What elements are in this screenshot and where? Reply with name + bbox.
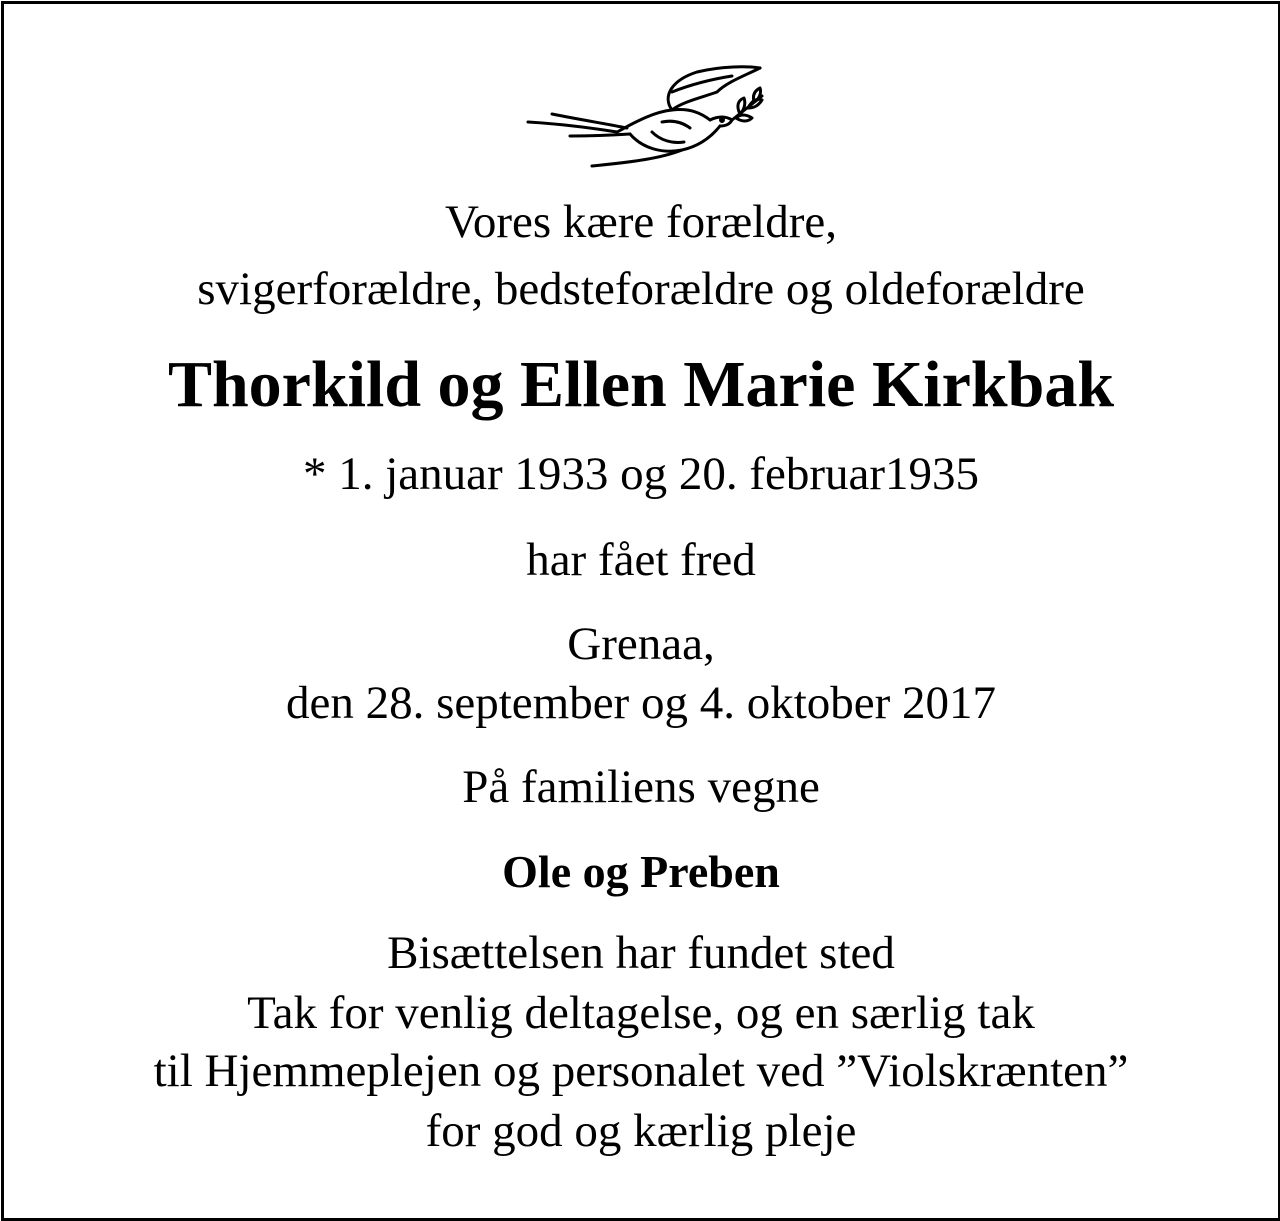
dove-with-olive-branch-icon xyxy=(522,62,772,172)
closing-line-2: Tak for venlig deltagelse, og en særlig tak xyxy=(247,987,1035,1039)
intro-line-2: svigerforældre, bedsteforældre og oldeforældre xyxy=(197,263,1085,315)
on-behalf-text: På familiens vegne xyxy=(462,761,820,813)
closing-line-4: for god og kærlig pleje xyxy=(425,1105,857,1157)
deceased-names: Thorkild og Ellen Marie Kirkbak xyxy=(167,348,1115,421)
death-dates: den 28. september og 4. oktober 2017 xyxy=(285,677,997,729)
status-text: har fået fred xyxy=(526,534,756,586)
place: Grenaa, xyxy=(567,618,715,670)
signers: Ole og Preben xyxy=(502,846,780,897)
closing-line-1: Bisættelsen har fundet sted xyxy=(387,927,895,979)
birth-dates: * 1. januar 1933 og 20. februar1935 xyxy=(302,448,980,500)
closing-line-3: til Hjemmeplejen og personalet ved ”Violskrænten” xyxy=(153,1045,1129,1097)
intro-line-1: Vores kære forældre, xyxy=(444,196,838,248)
obituary-notice xyxy=(1,1,1280,1221)
